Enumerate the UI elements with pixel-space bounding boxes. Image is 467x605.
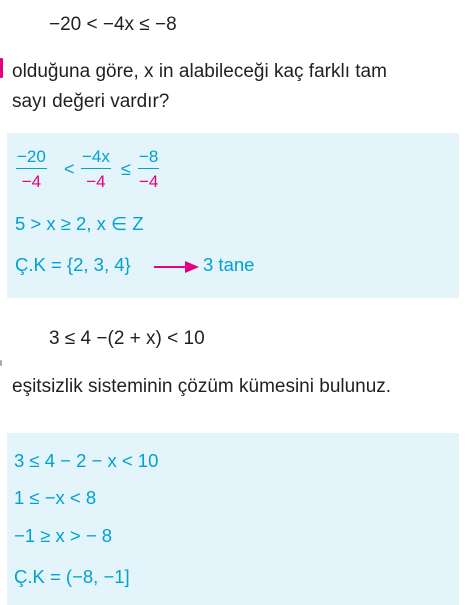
fraction-1-denominator: −4	[21, 172, 42, 192]
solution1-line3: Ç.K = {2, 3, 4}	[15, 254, 131, 275]
relation-less-than: <	[64, 159, 75, 179]
solution1-result: 3 tane	[203, 254, 255, 275]
fraction-2	[81, 148, 111, 190]
arrow-icon	[154, 260, 200, 274]
problem1-inequality: −20 < −4x ≤ −8	[49, 14, 177, 35]
fraction-3-denominator: −4	[139, 172, 159, 192]
problem1-question-line2: sayı değeri vardır?	[12, 91, 170, 112]
fraction-2-numerator: −4x	[82, 147, 110, 166]
fraction-2-denominator: −4	[86, 172, 106, 192]
solution2-line3: −1 ≥ x > − 8	[14, 525, 113, 546]
relation-less-or-equal: ≤	[121, 159, 131, 179]
solution2-box	[7, 433, 459, 605]
solution1-box	[7, 133, 459, 298]
margin-marker	[0, 58, 3, 78]
fraction-1-numerator: −20	[17, 147, 46, 166]
fraction-1	[16, 148, 47, 190]
problem1-question-line1: olduğuna göre, x in alabileceği kaç farklı tam	[12, 61, 387, 82]
solution2-line1: 3 ≤ 4 − 2 − x < 10	[14, 450, 159, 471]
problem2-inequality: 3 ≤ 4 −(2 + x) < 10	[49, 328, 205, 349]
problem2-question: eşitsizlik sisteminin çözüm kümesini bulunuz.	[12, 376, 392, 397]
fraction-3	[138, 148, 159, 190]
solution2-line2: 1 ≤ −x < 8	[14, 487, 97, 508]
margin-marker-2	[0, 360, 2, 366]
fraction-3-numerator: −8	[139, 147, 159, 166]
solution1-line2: 5 > x ≥ 2, x ∈ Z	[15, 213, 144, 234]
solution2-line4: Ç.K = (−8, −1]	[14, 566, 130, 587]
